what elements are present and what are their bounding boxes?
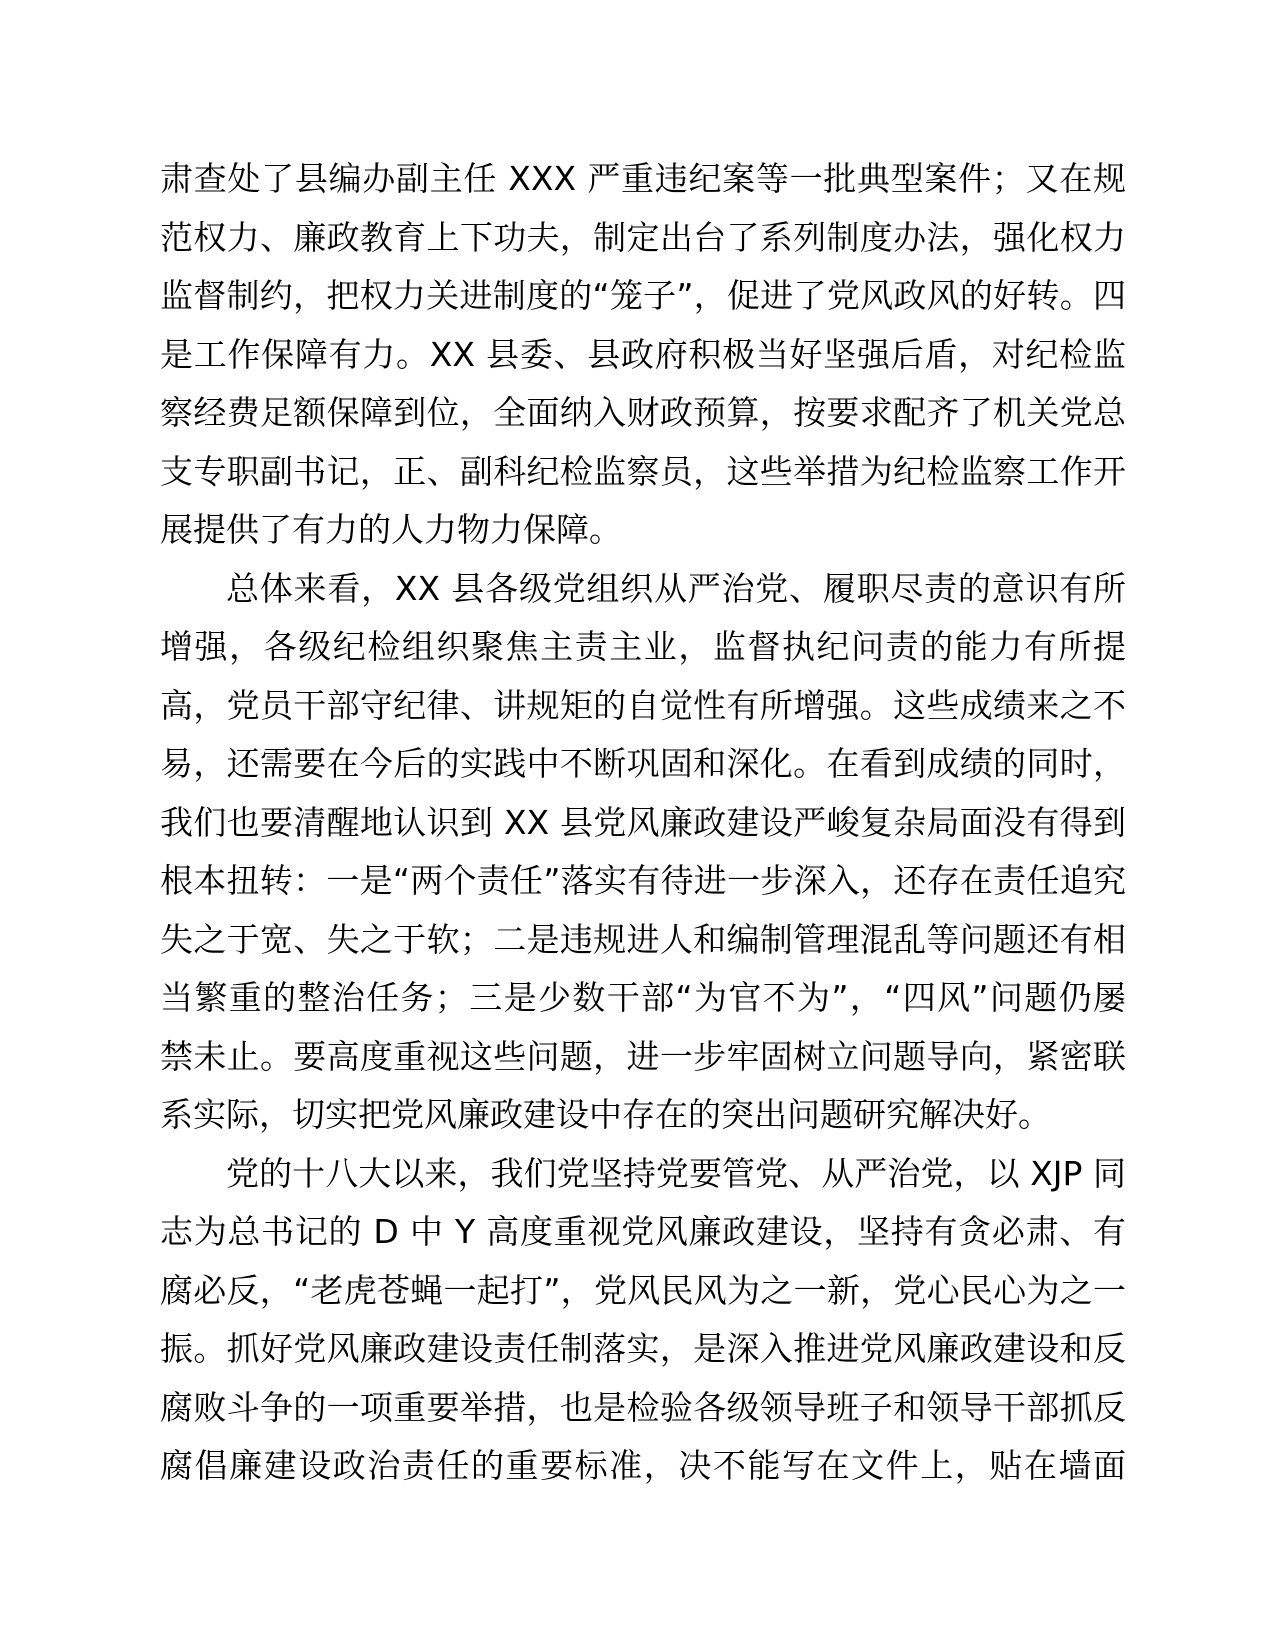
text-line: 增强，各级纪检组织聚焦主责主业，监督执纪问责的能力有所提 bbox=[160, 627, 1126, 666]
text-line: 党的十八大以来，我们党坚持党要管党、从严治党，以 XJP 同 bbox=[226, 1153, 1126, 1193]
text-line: 察经费足额保障到位，全面纳入财政预算，按要求配齐了机关党总 bbox=[160, 393, 1126, 432]
text-line: 总体来看，XX 县各级党组织从严治党、履职尽责的意识有所 bbox=[226, 568, 1126, 608]
text-line: 失之于宽、失之于软；二是违规进人和编制管理混乱等问题还有相 bbox=[160, 919, 1126, 959]
text-line: 肃查处了县编办副主任 XXX 严重违纪案等一批典型案件；又在规 bbox=[160, 159, 1126, 198]
text-line: 振。抓好党风廉政建设责任制落实，是深入推进党风廉政建设和反 bbox=[160, 1329, 1126, 1368]
text-line: 腐败斗争的一项重要举措，也是检验各级领导班子和领导干部抓反 bbox=[160, 1387, 1126, 1427]
text-line: 易，还需要在今后的实践中不断巩固和深化。在看到成绩的同时， bbox=[160, 744, 1126, 783]
paragraph-1 bbox=[160, 150, 1126, 560]
text-line: 范权力、廉政教育上下功夫，制定出台了系列制度办法，强化权力 bbox=[160, 217, 1126, 257]
text-line: 我们也要清醒地认识到 XX 县党风廉政建设严峻复杂局面没有得到 bbox=[160, 802, 1126, 842]
text-line: 志为总书记的 D 中 Y 高度重视党风廉政建设，坚持有贪必肃、有 bbox=[160, 1212, 1126, 1251]
paragraph-2 bbox=[160, 560, 1126, 1145]
text-line: 支专职副书记，正、副科纪检监察员，这些举措为纪检监察工作开 bbox=[160, 451, 1126, 491]
text-line: 系实际，切实把党风廉政建设中存在的突出问题研究解决好。 bbox=[160, 1095, 1051, 1134]
text-line: 高，党员干部守纪律、讲规矩的自觉性有所增强。这些成绩来之不 bbox=[160, 685, 1126, 725]
document-body bbox=[160, 150, 1126, 1496]
text-line: 当繁重的整治任务；三是少数干部“为官不为”，“四风”问题仍屡 bbox=[160, 978, 1126, 1017]
text-line: 根本扭转：一是“两个责任”落实有待进一步深入，还存在责任追究 bbox=[160, 861, 1126, 900]
text-line: 腐必反，“老虎苍蝇一起打”，党风民风为之一新，党心民心为之一 bbox=[160, 1270, 1126, 1310]
text-line: 禁未止。要高度重视这些问题，进一步牢固树立问题导向，紧密联 bbox=[160, 1036, 1126, 1076]
text-line: 展提供了有力的人力物力保障。 bbox=[160, 510, 622, 549]
text-line: 是工作保障有力。XX 县委、县政府积极当好坚强后盾，对纪检监 bbox=[160, 334, 1126, 374]
paragraph-3 bbox=[160, 1145, 1126, 1496]
text-line: 腐倡廉建设政治责任的重要标准，决不能写在文件上，贴在墙面 bbox=[160, 1446, 1126, 1485]
text-line: 监督制约，把权力关进制度的“笼子”，促进了党风政风的好转。四 bbox=[160, 276, 1126, 315]
